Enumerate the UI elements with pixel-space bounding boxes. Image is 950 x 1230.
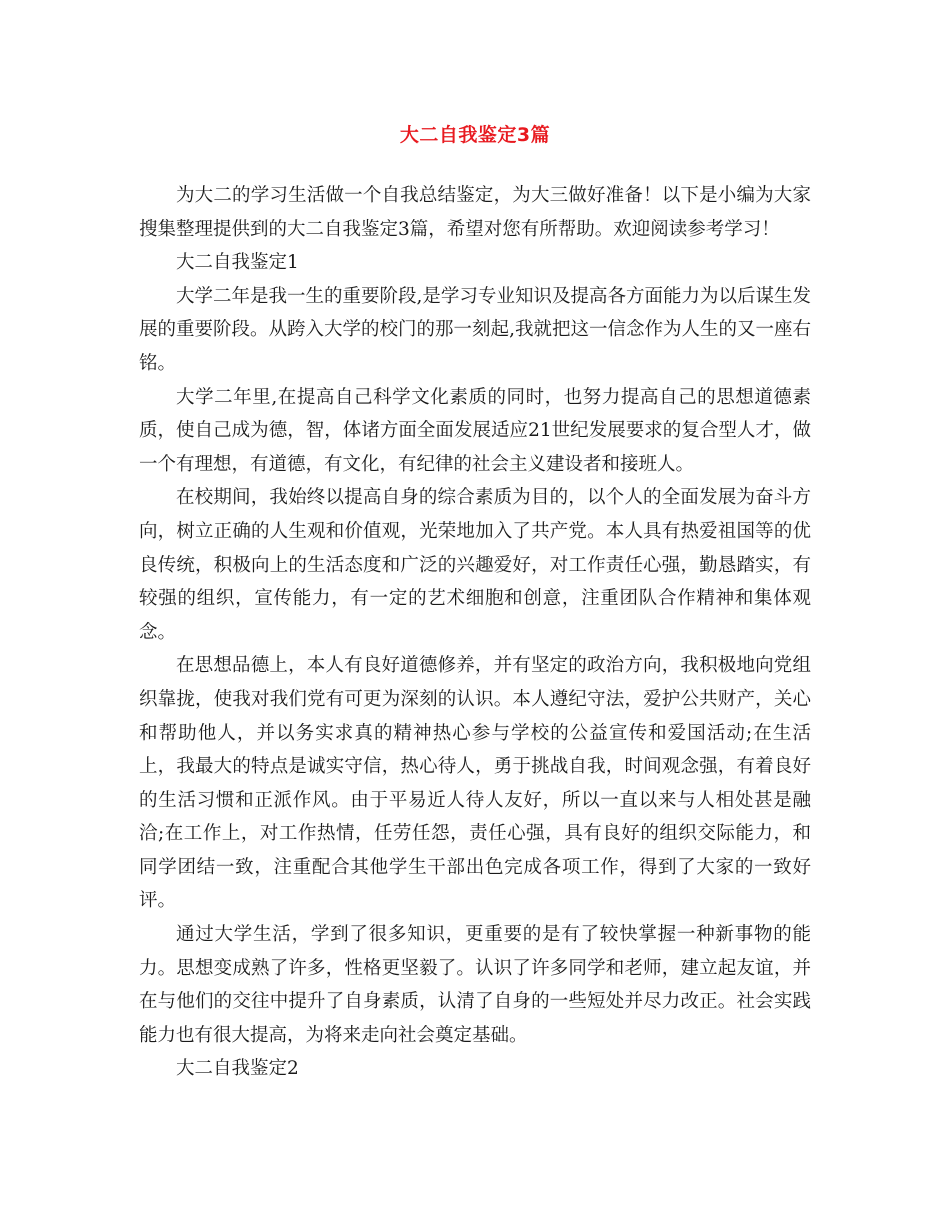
paragraph: 在校期间，我始终以提高自身的综合素质为目的，以个人的全面发展为奋斗方向，树立正确的人生观和价值观，光荣地加入了共产党。本人具有热爱祖国等的优良传统，积极向上的生活态度和广泛的兴趣爱好，对工作责任心强，勤恳踏实，有较强的组织，宣传能力，有一定的艺术细胞和创意，注重团队合作精神和集体观念。: [139, 487, 811, 643]
paragraph: 通过大学生活，学到了很多知识，更重要的是有了较快掌握一种新事物的能力。思想变成熟了许多，性格更坚毅了。认识了许多同学和老师，建立起友谊，并在与他们的交往中提升了自身素质，认清了自身的一些短处并尽力改正。社会实践能力也有很大提高，为将来走向社会奠定基础。: [139, 924, 811, 1046]
paragraph: 在思想品德上，本人有良好道德修养，并有坚定的政治方向，我积极地向党组织靠拢，使我对我们党有可更为深刻的认识。本人遵纪守法，爱护公共财产，关心和帮助他人，并以务实求真的精神热心参与学校的公益宣传和爱国活动;在生活上，我最大的特点是诚实守信，热心待人，勇于挑战自我，时间观念强，有着良好的生活习惯和正派作风。由于平易近人待人友好，所以一直以来与人相处甚是融洽;在工作上，对工作热情，任劳任怨，责任心强，具有良好的组织交际能力，和同学团结一致，注重配合其他学生干部出色完成各项工作，得到了大家的一致好评。: [139, 655, 811, 912]
paragraph: 大学二年里,在提高自己科学文化素质的同时，也努力提高自己的思想道德素质，使自己成为德，智，体诸方面全面发展适应21世纪发展要求的复合型人才，做一个有理想，有道德，有文化，有纪律的社会主义建设者和接班人。: [139, 386, 811, 475]
document-title: 大二自我鉴定3篇: [399, 124, 551, 146]
document-body: [139, 179, 811, 1086]
paragraph: 大学二年是我一生的重要阶段,是学习专业知识及提高各方面能力为以后谋生发展的重要阶段。从跨入大学的校门的那一刻起,我就把这一信念作为人生的又一座右铭。: [139, 285, 811, 374]
section-heading-2: 大二自我鉴定2: [176, 1058, 299, 1080]
intro-paragraph: 为大二的学习生活做一个自我总结鉴定，为大三做好准备！以下是小编为大家搜集整理提供到的大二自我鉴定3篇，希望对您有所帮助。欢迎阅读参考学习！: [139, 185, 811, 240]
section-heading-1: 大二自我鉴定1: [176, 252, 299, 274]
